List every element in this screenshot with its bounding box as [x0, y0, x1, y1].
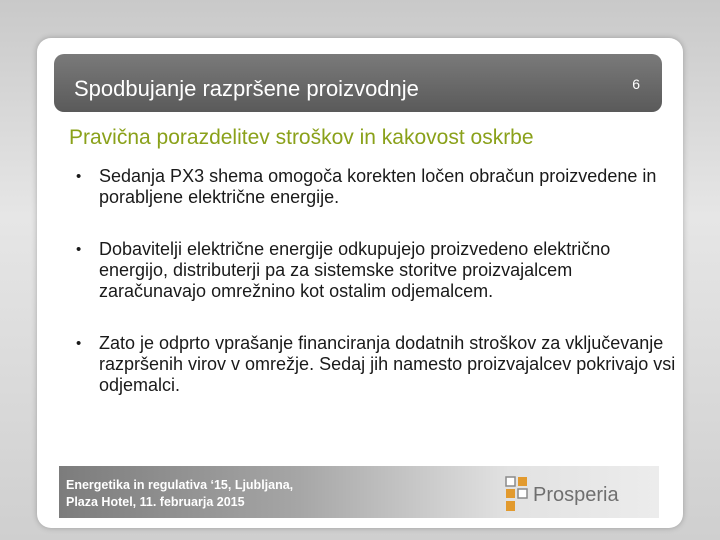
footer-bar — [59, 466, 659, 518]
bullet-list — [76, 166, 676, 396]
slide-number: 6 — [632, 76, 640, 92]
bullet-item: • Zato je odprto vprašanje financiranja dodatnih stroškov za vključevanje razpršenih virov v omrežje. Sedaj jih namesto proizvajalcev pokrivajo vsi odjemalci. — [76, 333, 676, 396]
prosperia-logo-icon — [505, 476, 529, 512]
footer-event-text: Energetika in regulativa ‘15, Ljubljana, Plaza Hotel, 11. februarja 2015 — [66, 478, 294, 509]
slide-title: Spodbujanje razpršene proizvodnje — [74, 76, 419, 101]
prosperia-logo-text: Prosperia — [533, 484, 619, 506]
bullet-item: • Sedanja PX3 shema omogoča korekten ločen obračun proizvedene in porabljene električne energije. — [76, 166, 676, 208]
bullet-item: • Dobavitelji električne energije odkupujejo proizvedeno električno energijo, distributerji pa za sistemske storitve proizvajalcem zaračunavajo omrežnino kot ostalim odjemalcem. — [76, 239, 676, 302]
prosperia-logo — [505, 472, 645, 514]
slide-subtitle: Pravična porazdelitev stroškov in kakovost oskrbe — [69, 126, 534, 149]
slide-header — [54, 54, 662, 112]
